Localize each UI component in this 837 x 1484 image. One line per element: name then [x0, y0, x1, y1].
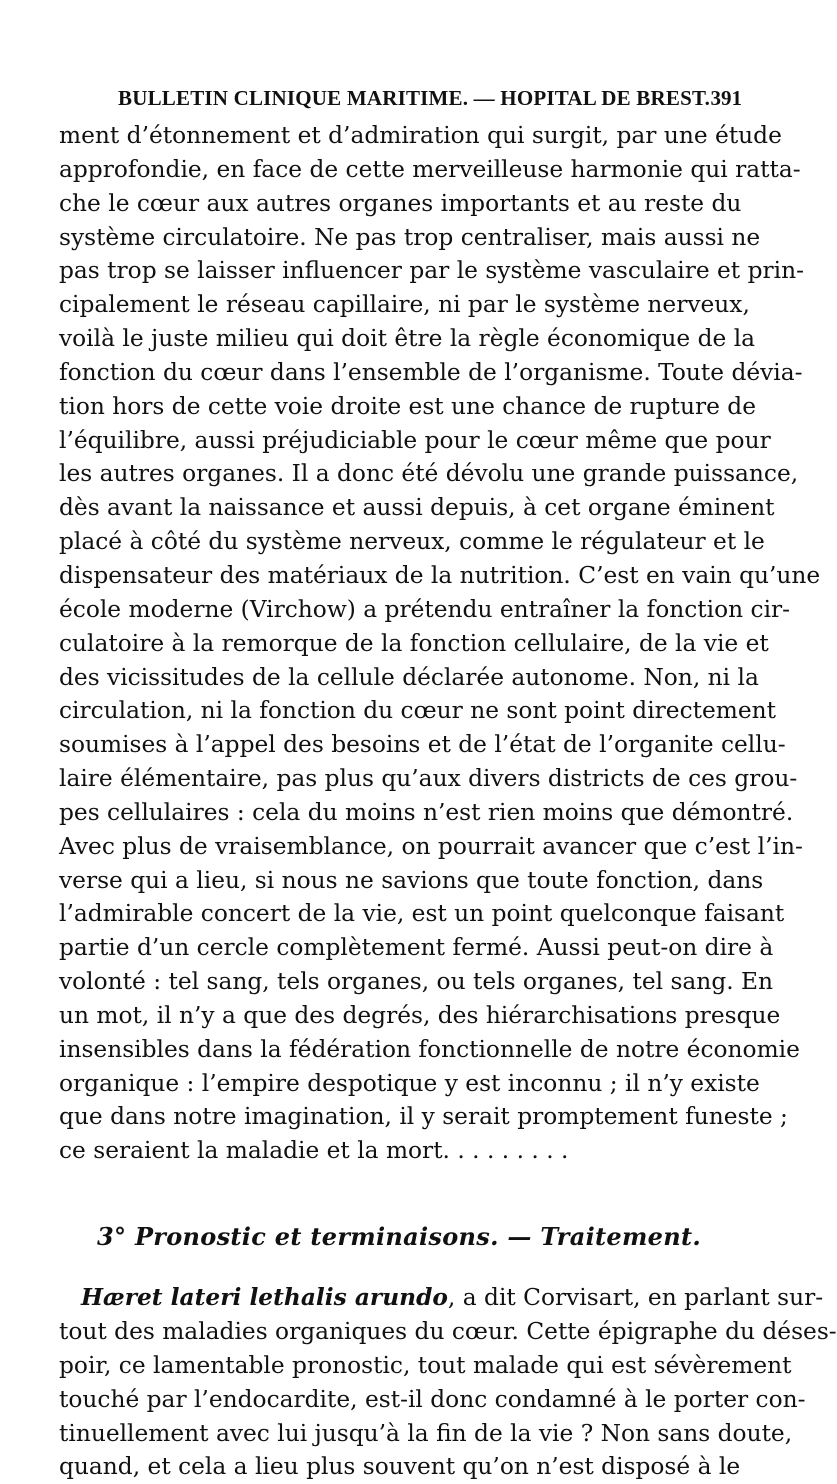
text-line: tout des maladies organiques du cœur. Cette épigraphe du déses- — [59, 1318, 837, 1345]
text-line: insensibles dans la fédération fonctionnelle de notre économie — [59, 1035, 800, 1063]
latin-quote: Hæret lateri lethalis arundo — [81, 1284, 448, 1312]
text-line: soumises à l’appel des besoins et de l’état de l’organite cellu- — [59, 731, 786, 759]
text-line: dès avant la naissance et aussi depuis, à cet organe éminent — [59, 494, 775, 522]
running-header — [110, 80, 742, 116]
text-line: tion hors de cette voie droite est une chance de rupture de — [59, 392, 756, 420]
text-line: culatoire à la remorque de la fonction cellulaire, de la vie et — [59, 629, 769, 657]
text-line: che le cœur aux autres organes importants et au reste du — [59, 189, 742, 217]
paragraph-2 — [59, 1281, 837, 1484]
text-line: Avec plus de vraisemblance, on pourrait avancer que c’est l’in- — [59, 832, 803, 860]
running-title: BULLETIN CLINIQUE MARITIME. — HOPITAL DE BREST. — [118, 86, 711, 110]
paragraph-1 — [59, 119, 821, 1168]
text-line: fonction du cœur dans l’ensemble de l’organisme. Toute dévia- — [59, 358, 803, 386]
text-line: système circulatoire. Ne pas trop centraliser, mais aussi ne — [59, 223, 761, 251]
text-line: poir, ce lamentable pronostic, tout malade qui est sévèrement — [59, 1351, 792, 1379]
text-line: approfondie, en face de cette merveilleuse harmonie qui ratta- — [59, 155, 801, 183]
text-line: cipalement le réseau capillaire, ni par le système nerveux, — [59, 291, 750, 319]
text-line: verse qui a lieu, si nous ne savions que toute fonction, dans — [59, 866, 764, 894]
text-line: volonté : tel sang, tels organes, ou tels organes, tel sang. En — [59, 968, 774, 996]
text-line: placé à côté du système nerveux, comme le régulateur et le — [59, 528, 765, 556]
text-line: l’admirable concert de la vie, est un point quelconque faisant — [59, 900, 785, 928]
text-line: partie d’un cercle complètement fermé. Aussi peut-on dire à — [59, 934, 774, 962]
text-line: organique : l’empire despotique y est inconnu ; il n’y existe — [59, 1069, 760, 1097]
text-line — [59, 1281, 824, 1315]
section-title: 3° Pronostic et terminaisons. — Traitement. — [96, 1222, 702, 1252]
text-line: circulation, ni la fonction du cœur ne sont point directement — [59, 697, 777, 725]
page-number: 391 — [710, 86, 742, 110]
page-body — [59, 119, 837, 1484]
text-line: touché par l’endocardite, est-il donc condamné à le porter con- — [59, 1385, 806, 1413]
quote-attribution: , a dit Corvisart, en parlant sur- — [447, 1284, 824, 1312]
text-line: pas trop se laisser influencer par le système vasculaire et prin- — [59, 257, 804, 285]
text-line: des vicissitudes de la cellule déclarée autonome. Non, ni la — [59, 663, 759, 691]
text-line: école moderne (Virchow) a prétendu entraîner la fonction cir- — [59, 595, 791, 623]
text-line: un mot, il n’y a que des degrés, des hiérarchisations presque — [59, 1001, 781, 1029]
text-line: les autres organes. Il a donc été dévolu une grande puissance, — [59, 460, 799, 488]
text-line: ce seraient la maladie et la mort. . . . . . . . . — [59, 1137, 569, 1165]
text-line: que dans notre imagination, il y serait promptement funeste ; — [59, 1103, 788, 1131]
text-line: laire élémentaire, pas plus qu’aux divers districts de ces grou- — [59, 765, 798, 793]
text-line: pes cellulaires : cela du moins n’est rien moins que démontré. — [59, 798, 794, 826]
text-line: dispensateur des matériaux de la nutrition. C’est en vain qu’une — [59, 561, 821, 589]
text-line: ment d’étonnement et d’admiration qui surgit, par une étude — [59, 122, 782, 149]
text-line: voilà le juste milieu qui doit être la règle économique de la — [59, 325, 756, 353]
text-line: l’équilibre, aussi préjudiciable pour le cœur même que pour — [59, 426, 771, 454]
text-line: tinuellement avec lui jusqu’à la fin de la vie ? Non sans doute, — [59, 1419, 793, 1447]
text-line: quand, et cela a lieu plus souvent qu’on n’est disposé à le — [59, 1453, 741, 1481]
